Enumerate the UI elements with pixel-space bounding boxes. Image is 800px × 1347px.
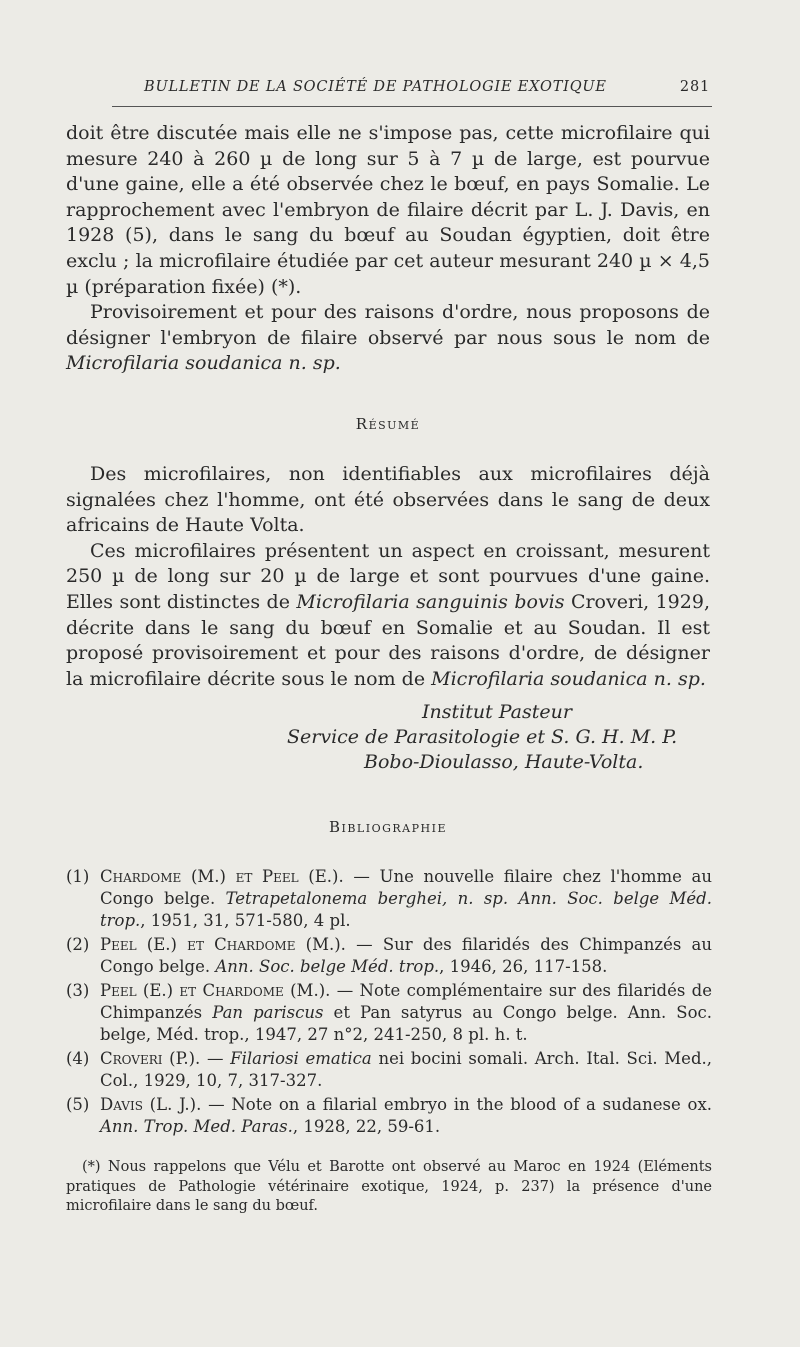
reference-authors: Croveri (P.). bbox=[100, 1049, 201, 1068]
paragraph-2-text: Provisoirement et pour des raisons d'ordre, nous proposons de désigner l'embryon de filaire observé par nous sous le nom de bbox=[66, 301, 710, 349]
species-name: Microfilaria soudanica n. sp. bbox=[66, 352, 341, 375]
resume-p2-a: Ces microfilaires présentent un aspect en croissant, mesurent 250 µ de long sur 20 µ de large et sont pourvues d'une gaine. Elles sont distinctes de bbox=[66, 539, 710, 613]
species-soudanica: Microfilaria soudanica n. sp. bbox=[431, 667, 706, 690]
signature-line-3: Bobo-Dioulasso, Haute-Volta. bbox=[364, 751, 644, 773]
reference-tail: , 1951, 31, 571-580, 4 pl. bbox=[140, 911, 351, 930]
reference-authors: Davis (L. J.). bbox=[100, 1095, 202, 1114]
reference-tail: et Pan satyrus au Congo belge. Ann. Soc. belge, Méd. trop., 1947, 27 n°2, 241-250, 8 pl. h. t. bbox=[100, 1003, 712, 1044]
reference-tail: , 1928, 22, 59-61. bbox=[292, 1117, 441, 1136]
reference-number: (3) bbox=[66, 981, 90, 1000]
reference-item bbox=[66, 866, 712, 932]
reference-number: (2) bbox=[66, 935, 90, 954]
paragraph-1: doit être discutée mais elle ne s'impose pas, cette microfilaire qui mesure 240 à 260 µ de long sur 5 à 7 µ de large, est pourvue d'une gaine, elle a été observée chez le bœuf, en pays Somalie. Le rapprochement avec l'embryon de filaire décrit par L. J. Davis, en 1928 (5), dans le sang du bœuf au Soudan égyptien, doit être exclu ; la microfilaire étudiée par cet auteur mesurant 240 µ × 4,5 µ (préparation fixée) (*). bbox=[66, 122, 710, 298]
footnote-text: (*) Nous rappelons que Vélu et Barotte ont observé au Maroc en 1924 (Eléments pratiques de Pathologie vétérinaire exotique, 1924, p. 237) la présence d'une microfilaire dans le sang du bœuf. bbox=[66, 1159, 712, 1214]
reference-text: — bbox=[200, 1049, 231, 1068]
signature-line-2: Service de Parasitologie et S. G. H. M. P. bbox=[287, 726, 678, 748]
running-title: BULLETIN DE LA SOCIÉTÉ DE PATHOLOGIE EXOTIQUE bbox=[144, 79, 607, 95]
reference-number: (5) bbox=[66, 1095, 90, 1114]
reference-item bbox=[66, 934, 712, 978]
reference-number: (4) bbox=[66, 1049, 90, 1068]
reference-item bbox=[66, 1048, 712, 1092]
body-text bbox=[66, 121, 710, 377]
bibliography-heading: Bibliographie bbox=[328, 818, 447, 836]
reference-authors: Peel (E.) et Chardome (M.). bbox=[100, 935, 346, 954]
paragraph-2 bbox=[66, 300, 710, 377]
reference-text: — Note complémentaire sur des filaridés de Chimpanzés bbox=[100, 981, 712, 1022]
reference-authors: Peel (E.) et Chardome (M.). bbox=[100, 981, 331, 1000]
reference-title: Ann. Soc. belge Méd. trop. bbox=[215, 957, 440, 976]
species-sanguinis-bovis: Microfilaria sanguinis bovis bbox=[296, 590, 565, 613]
resume-text bbox=[66, 462, 710, 692]
reference-text: — Une nouvelle filaire chez l'homme au Congo belge. bbox=[100, 867, 712, 908]
resume-paragraph-2 bbox=[66, 539, 710, 693]
reference-text: — Note on a filarial embryo in the blood of a sudanese ox. bbox=[201, 1095, 712, 1114]
resume-paragraph-1: Des microfilaires, non identifiables aux microfilaires déjà signalées chez l'homme, ont été observées dans le sang de deux africains de Haute Volta. bbox=[66, 463, 710, 537]
header-rule bbox=[112, 106, 712, 107]
signature-line-1: Institut Pasteur bbox=[422, 701, 572, 723]
reference-title: Filariosi ematica bbox=[230, 1049, 372, 1068]
reference-title: Pan pariscus bbox=[212, 1003, 324, 1022]
reference-authors: Chardome (M.) et Peel (E.). bbox=[100, 867, 344, 886]
reference-item bbox=[66, 980, 712, 1046]
reference-tail: nei bocini somali. Arch. Ital. Sci. Med., Col., 1929, 10, 7, 317-327. bbox=[100, 1049, 712, 1090]
reference-number: (1) bbox=[66, 867, 90, 886]
bibliography-list bbox=[66, 866, 712, 1140]
footnote bbox=[66, 1158, 712, 1217]
reference-text: — Sur des filaridés des Chimpanzés au Congo belge. bbox=[100, 935, 712, 976]
reference-item bbox=[66, 1094, 712, 1138]
resume-p2-b: Croveri, 1929, décrite dans le sang du bœuf en Somalie et au Soudan. Il est proposé provisoirement et pour des raisons d'ordre, de désigner la microfilaire décrite sous le nom de bbox=[66, 590, 710, 690]
reference-title: Tetrapetalonema berghei, n. sp. Ann. Soc. belge Méd. trop. bbox=[100, 889, 712, 930]
reference-tail: , 1946, 26, 117-158. bbox=[439, 957, 608, 976]
resume-heading: Résumé bbox=[355, 415, 421, 433]
reference-title: Ann. Trop. Med. Paras. bbox=[100, 1117, 293, 1136]
page-number: 281 bbox=[679, 79, 710, 95]
